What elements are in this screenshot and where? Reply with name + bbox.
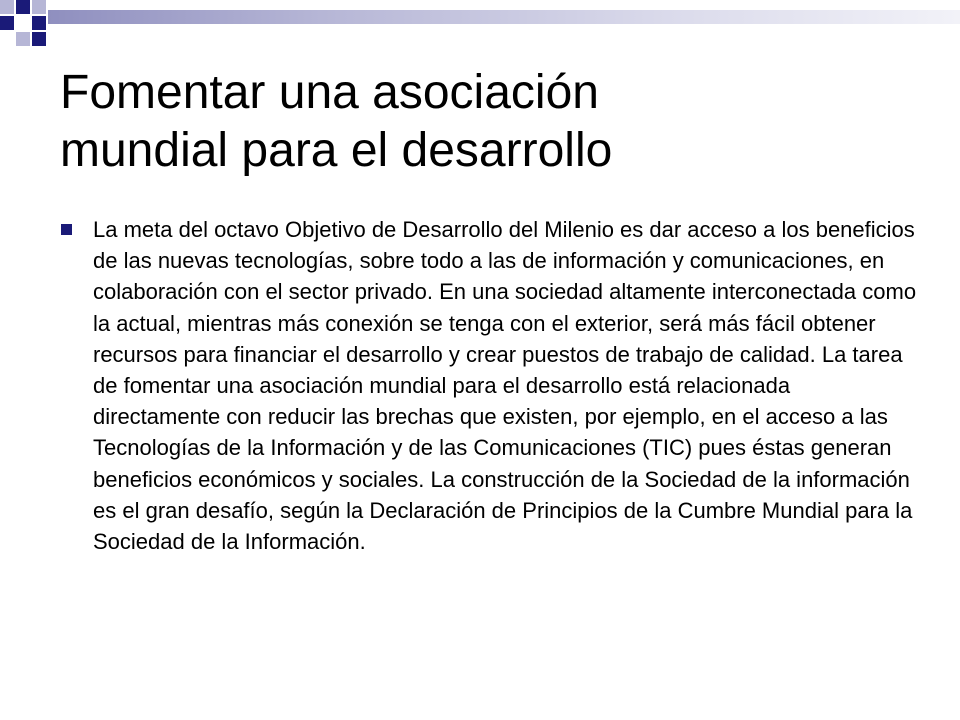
decor-square <box>0 0 14 14</box>
decor-square <box>32 32 46 46</box>
bullet-text: La meta del octavo Objetivo de Desarrollo del Milenio es dar acceso a los beneficios de las nuevas tecnologías, sobre todo a las de información y comunicaciones, en colaboración con el sector privado. En una sociedad altamente interconectada como la actual, mientras más conexión se tenga con el exterior, será más fácil obtener recursos para financiar el desarrollo y crear puestos de trabajo de calidad. La tarea de fomentar una asociación mundial para el desarrollo está relacionada directamente con reducir las brechas que existen, por ejemplo, en el acceso a las Tecnologías de la Información y de las Comunicaciones (TIC) pues éstas generan beneficios económicos y sociales. La construcción de la Sociedad de la información es el gran desafío, según la Declaración de Principios de la Cumbre Mundial para la Sociedad de la Información. <box>93 217 917 555</box>
corner-decoration <box>0 0 60 60</box>
slide-title <box>60 64 920 180</box>
decor-square <box>16 0 30 14</box>
title-line-1: Fomentar una asociación <box>60 66 599 119</box>
square-bullet-icon <box>61 224 72 235</box>
decor-square <box>0 16 14 30</box>
decor-square <box>16 16 30 30</box>
bullet-item <box>60 214 920 557</box>
decor-square <box>32 16 46 30</box>
title-line-2: mundial para el desarrollo <box>60 124 613 177</box>
decor-square <box>16 32 30 46</box>
bullet-list <box>60 214 920 557</box>
top-gradient-bar <box>48 10 960 24</box>
decor-square <box>32 0 46 14</box>
